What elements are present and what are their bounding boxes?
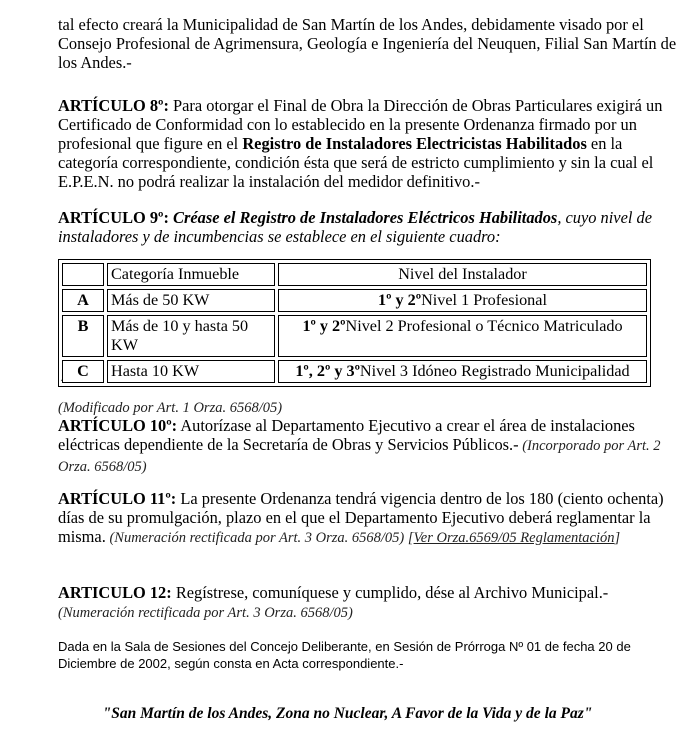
article-12-heading: ARTICULO 12: [58,583,172,602]
row-level-years: 1º y 2º [302,317,346,335]
article-10-note: (Incorporado por Art. 2 Orza. 6568/05) [58,438,661,475]
closing-statement: Dada en la Sala de Sesiones del Concejo Deliberante, en Sesión de Prórroga Nº 01 de fecha 20 de Diciembre de 2002, según consta en Acta correspondiente.- [58,639,631,671]
table-header-row [62,263,647,286]
article-9-register: Créase el Registro de Instaladores Eléctricos Habilitados [168,208,558,227]
row-level [278,289,647,312]
row-code: B [62,315,104,357]
article-8 [58,96,664,191]
article-11-text: La presente Ordenanza tendrá vigencia dentro de los 180 (ciento ochenta) días de su promulgación, plazo en el que el Departamento Ejecutivo deberá reglamentar la misma. [58,489,664,546]
table-header-category: Categoría Inmueble [107,263,275,286]
table-row [62,289,647,312]
article-9-text: , cuyo nivel de instaladores y de incumbencias se establece en el siguiente cuadro: [58,208,652,246]
row-category: Hasta 10 KW [107,360,275,383]
row-level [278,360,647,383]
row-level-text: Nivel 2 Profesional o Técnico Matriculado [345,317,623,335]
table-row [62,360,647,383]
article-11-note: (Numeración rectificada por Art. 3 Orza. 6568/05) [ [105,530,414,546]
reglamentacion-link[interactable]: Ver Orza.6569/05 Reglamentación [413,530,615,546]
intro-rest: Consejo Profesional de Agrimensura, Geología e Ingeniería del Neuquen, Filial San Martín de los Andes.- [58,34,677,72]
row-category: Más de 50 KW [107,289,275,312]
article-12 [58,583,664,623]
intro-line: tal efecto creará la Municipalidad de San Martín de los Andes, debidamente visado por el [58,15,644,34]
installer-table [58,259,651,387]
article-8-text-2: en la categoría correspondiente, condición ésta que será de estricto cumplimiento y sin la cual el E.P.E.N. no podrá realizar la instalación del medidor definitivo.- [58,134,654,191]
row-code: A [62,289,104,312]
article-11-bracket: ] [614,530,621,546]
row-level-text: Nivel 3 Idóneo Registrado Municipalidad [359,362,630,380]
table-header-level: Nivel del Instalador [278,263,647,286]
table-row [62,315,647,357]
row-category: Más de 10 y hasta 50 KW [107,315,275,357]
row-level-text: Nivel 1 Profesional [421,291,547,309]
article-12-text: Regístrese, comuníquese y cumplido, dése al Archivo Municipal.- [171,583,609,602]
article-12-note: (Numeración rectificada por Art. 3 Orza. 6568/05) [58,605,353,621]
intro-paragraph [58,15,678,72]
article-10 [58,416,664,477]
modification-note: (Modificado por Art. 1 Orza. 6568/05) [58,400,283,416]
article-9 [58,208,664,246]
row-level [278,315,647,357]
article-10-heading: ARTÍCULO 10º: [58,416,178,435]
article-8-text-1: Para otorgar el Final de Obra la Dirección de Obras Particulares exigirá un Certificado de Conformidad con lo establecido en la presente Ordenanza firmado por un profesional que figure en el [58,96,663,153]
row-code: C [62,360,104,383]
article-10-text: Autorízase al Departamento Ejecutivo a crear el área de instalaciones eléctricas dependiente de la Secretaría de Obras y Servicios Públicos.- [58,416,635,454]
table-header-blank [62,263,104,286]
municipal-motto: "San Martín de los Andes, Zona no Nuclear, A Favor de la Vida y de la Paz" [102,705,593,722]
article-8-heading: ARTÍCULO 8º: [58,96,169,115]
row-level-years: 1º y 2º [378,291,422,309]
row-level-years: 1º, 2º y 3º [295,362,360,380]
article-11 [58,489,664,548]
article-11-heading: ARTÍCULO 11º: [58,489,177,508]
article-8-register: Registro de Instaladores Electricistas Habilitados [242,134,587,153]
article-9-heading: ARTÍCULO 9º: [58,208,169,227]
stray-accent-mark: ´ [60,378,64,390]
